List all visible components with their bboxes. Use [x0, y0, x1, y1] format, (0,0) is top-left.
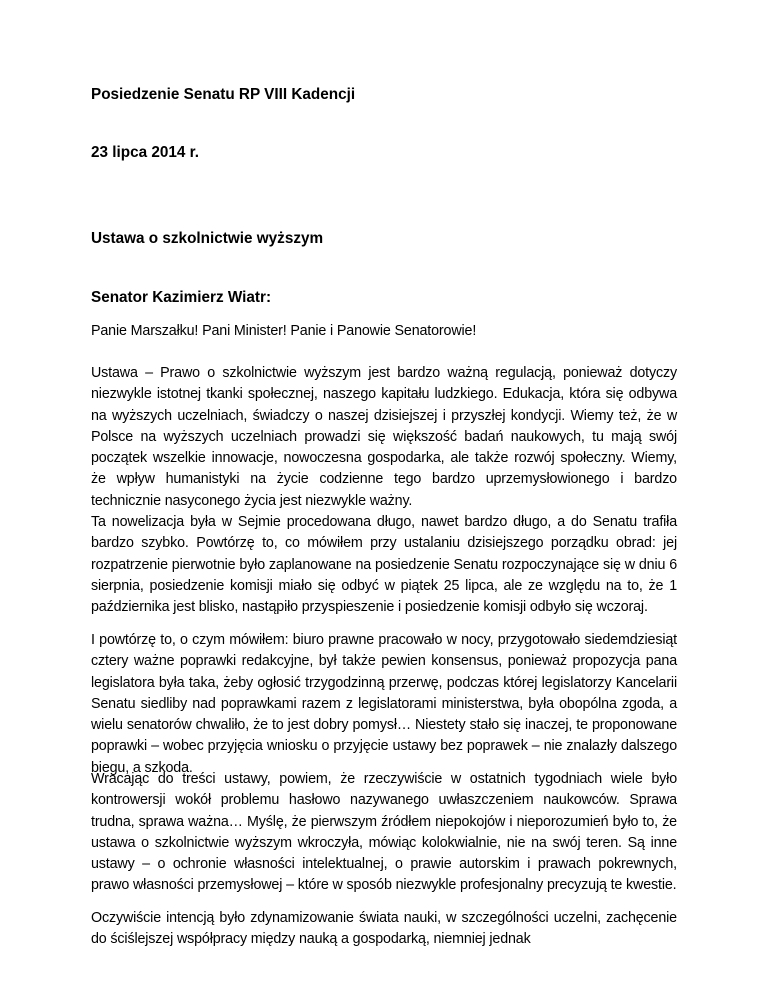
agenda-subject: Ustawa o szkolnictwie wyższym — [91, 230, 324, 247]
body-paragraph: Ta nowelizacja była w Sejmie procedowana długo, nawet bardzo długo, a do Senatu trafiła bardzo szybko. Powtórzę to, co mówiłem przy ustalaniu dzisiejszego porządku obrad: jej rozpatrzenie pierwotnie było zaplanowane na posiedzenie Senatu rozpoczynające się w dniu 6 sierpnia, posiedzenie komisji miało się odbyć w piątek 25 lipca, ale ze względu na to, że 1 października jest blisko, nastąpiło przyspieszenie i posiedzenie komisji odbyło się wczoraj. — [91, 514, 677, 616]
document-title: Posiedzenie Senatu RP VIII Kadencji — [91, 86, 356, 103]
session-date: 23 lipca 2014 r. — [91, 144, 200, 161]
speaker-name: Senator Kazimierz Wiatr: — [91, 289, 272, 306]
body-paragraph: I powtórzę to, o czym mówiłem: biuro prawne pracowało w nocy, przygotowało siedemdziesiąt cztery ważne poprawki redakcyjne, był także pewien konsensus, ponieważ propozycja pana legislatora była taka, żeby ogłosić trzygodzinną przerwę, podczas której legislatorzy Kancelarii Senatu siedliby nad poprawkami razem z legislatorami ministerstwa, była obopólna zgoda, a wielu senatorów chwaliło, że to jest dobry pomysł… Niestety stało się inaczej, te proponowane poprawki – wobec przyjęcia wniosku o przyjęcie ustawy bez poprawek – nie znalazły dalszego biegu, a szkoda. — [91, 632, 677, 776]
salutation-paragraph: Panie Marszałku! Pani Minister! Panie i Panowie Senatorowie! — [91, 323, 477, 339]
body-paragraph: Wracając do treści ustawy, powiem, że rzeczywiście w ostatnich tygodniach wiele było kontrowersji wokół problemu hasłowo nazywanego uwłaszczeniem naukowców. Sprawa trudna, sprawa ważna… Myślę, że pierwszym źródłem niepokojów i nieporozumień było to, że ustawa o szkolnictwie wyższym wkroczyła, mówiąc kolokwialnie, nie na swój teren. Są inne ustawy – o ochronie własności intelektualnej, o prawie autorskim i prawach pokrewnych, prawo własności przemysłowej – które w sposób niezwykle profesjonalny precyzują te kwestie. — [91, 771, 677, 894]
body-paragraph: Oczywiście intencją było zdynamizowanie świata nauki, w szczególności uczelni, zachęcenie do ściślejszej współpracy między nauką a gospodarką, niemniej jednak — [91, 910, 677, 948]
body-paragraph: Ustawa – Prawo o szkolnictwie wyższym jest bardzo ważną regulacją, ponieważ dotyczy niezwykle istotnej tkanki społecznej, naszego kapitału ludzkiego. Edukacja, która się odbywa na wyższych uczelniach, świadczy o naszej dzisiejszej i przyszłej kondycji. Wiemy też, że w Polsce na wyższych uczelniach prowadzi się większość badań naukowych, tu mają swój początek wszelkie innowacje, nowoczesna gospodarka, ale także rozwój społeczny. Wiemy, że wpływ humanistyki na życie codzienne tego bardzo uprzemysłowionego i bardzo technicznie nasyconego życia jest niezwykle ważny. — [91, 365, 677, 509]
